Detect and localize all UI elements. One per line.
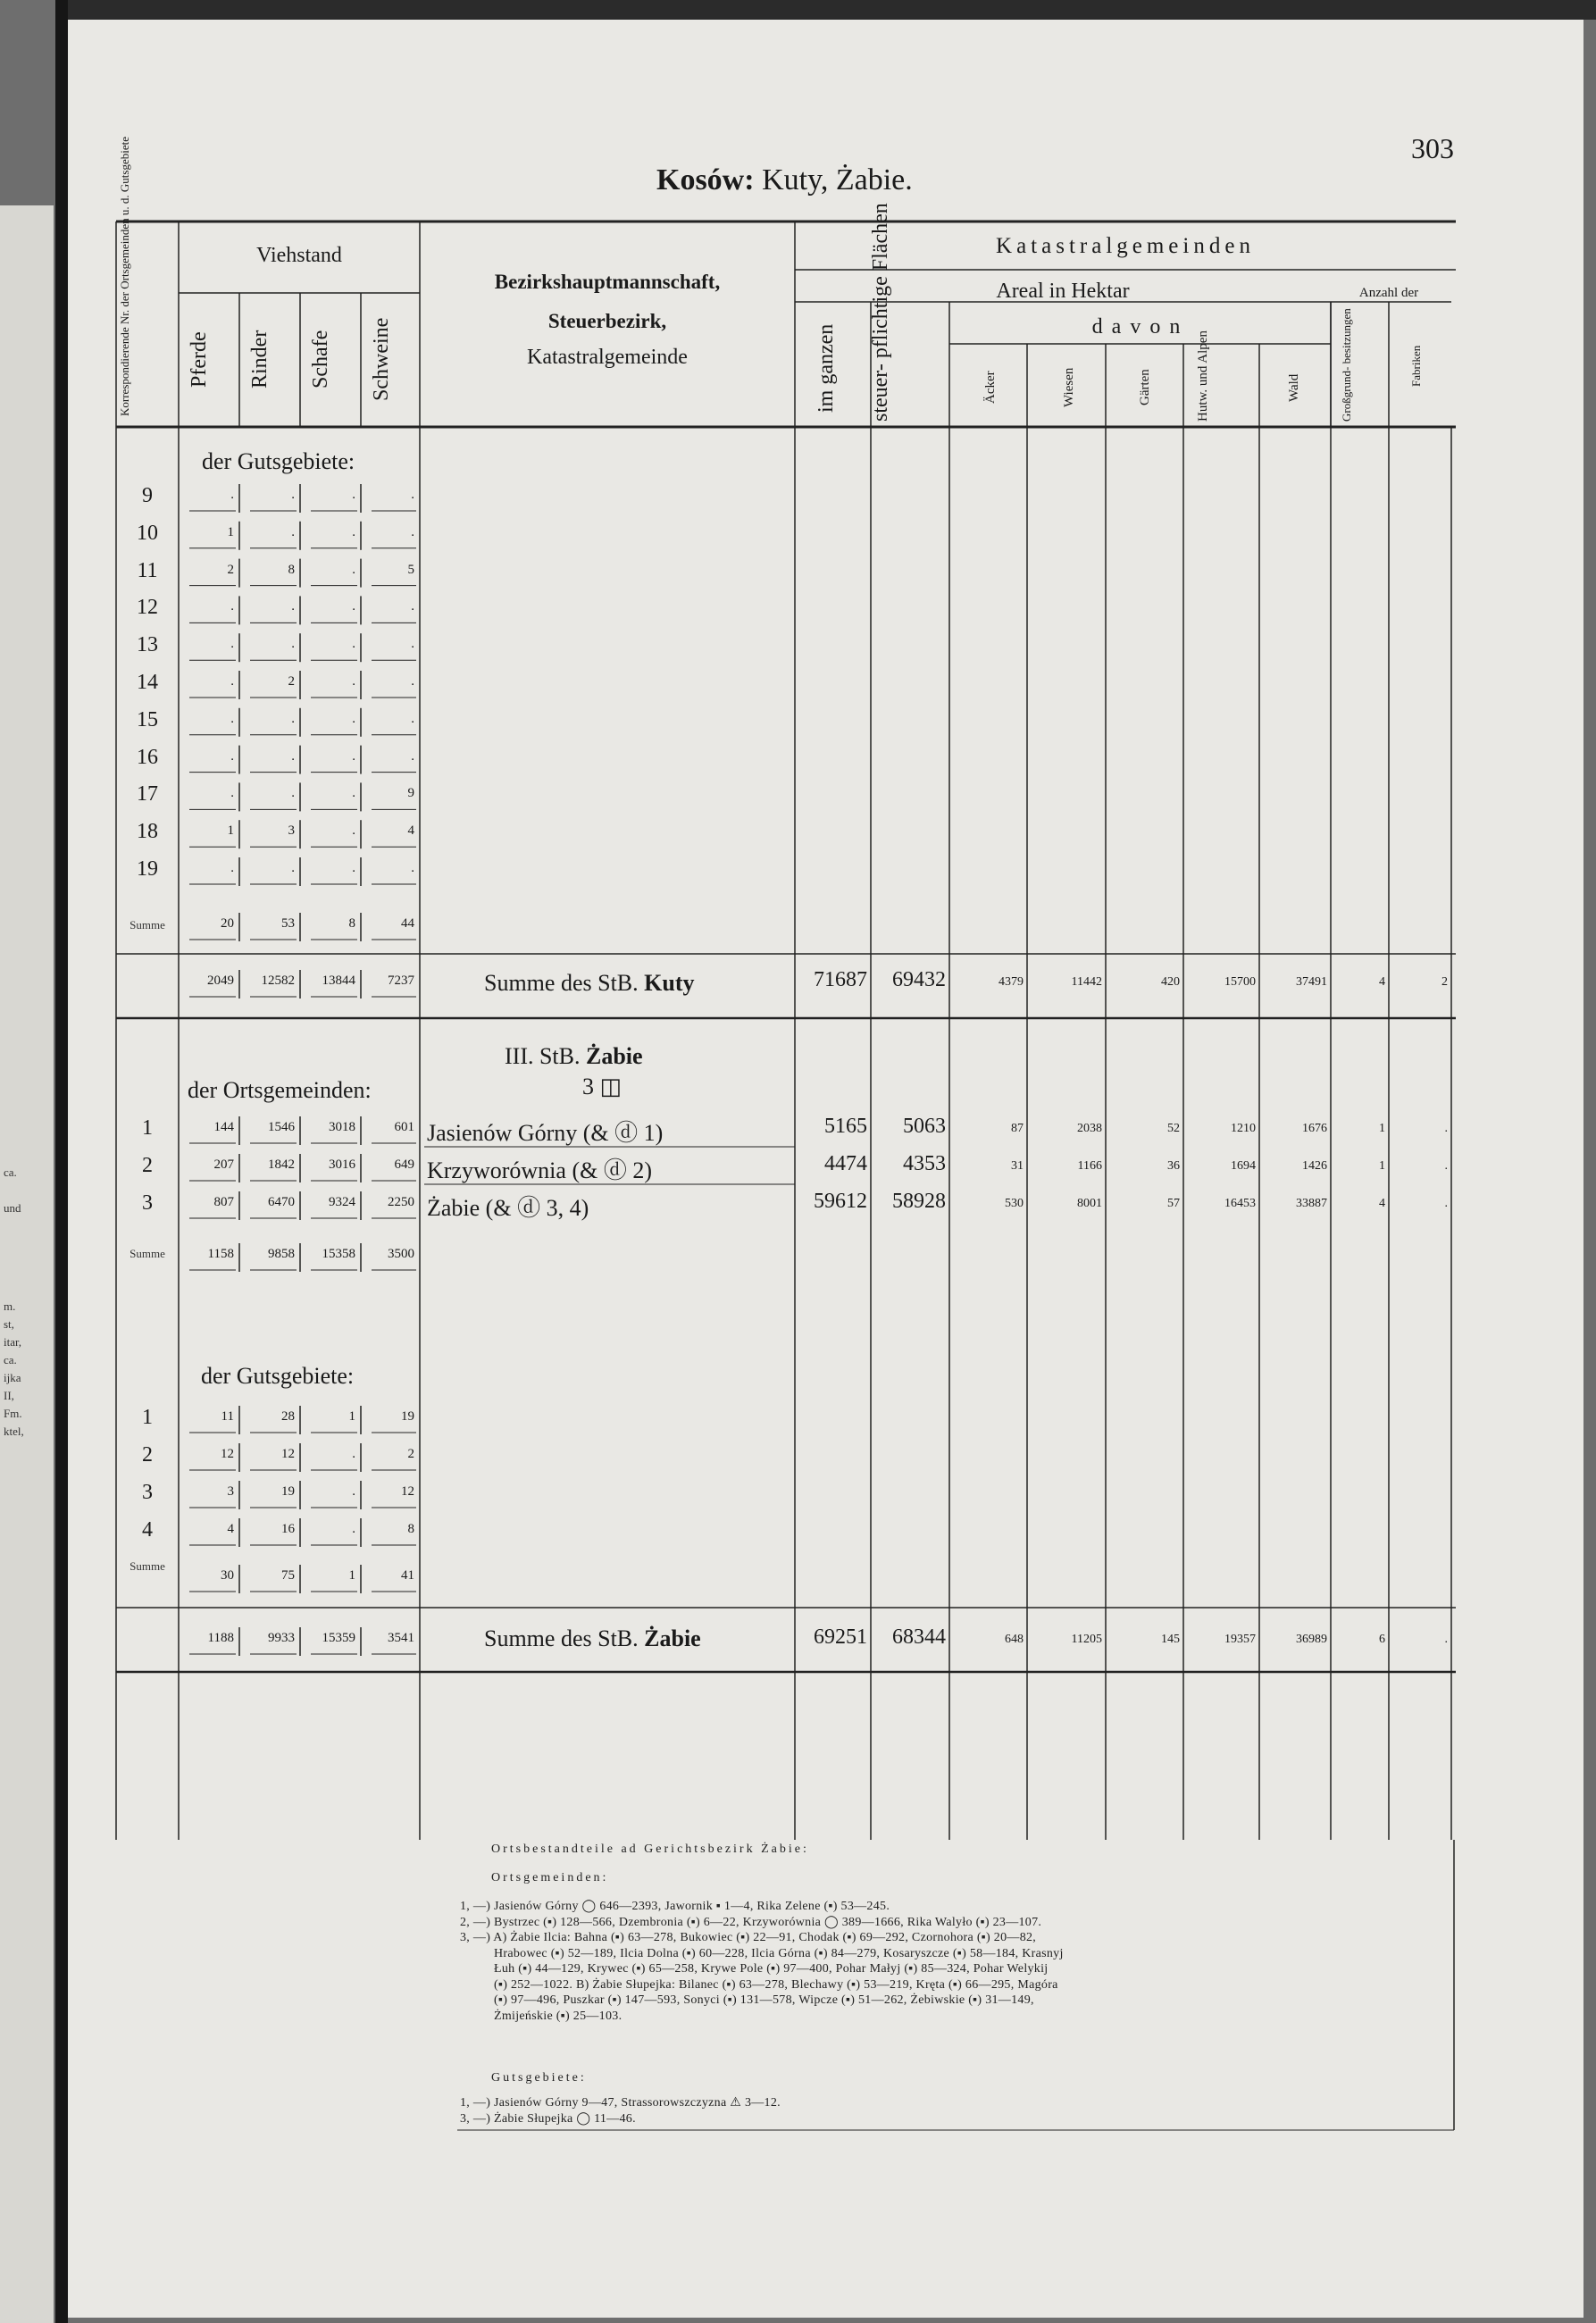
kuty-gut-row-12-vieh-2: . bbox=[352, 599, 355, 614]
kuty-total-name: Summe des StB. Kuty bbox=[484, 970, 695, 996]
zabie-ort-row-2-areal-4: 36 bbox=[1167, 1159, 1180, 1173]
zabie-gut-row-1-vieh-2: 1 bbox=[348, 1409, 355, 1424]
kuty-total-areal-6: 37491 bbox=[1296, 975, 1327, 989]
kuty-gut-row-17-nr: 17 bbox=[137, 782, 158, 806]
kuty-gut-row-16-vieh-2: . bbox=[352, 748, 355, 764]
kuty-gut-row-15-nr: 15 bbox=[137, 707, 158, 731]
footnote-heading: Ortsbestandteile ad Gerichtsbezirk Żabie: bbox=[491, 1843, 809, 1856]
zabie-ort-row-1-areal-5: 1210 bbox=[1231, 1122, 1256, 1135]
zabie-total-areal-3: 11205 bbox=[1071, 1633, 1102, 1646]
zabie-gut-summe-vieh-0: 30 bbox=[221, 1568, 234, 1583]
zabie-gut-summe-label: Summe bbox=[130, 1559, 165, 1573]
kuty-gut-row-12-vieh-0: . bbox=[230, 599, 234, 614]
zabie-total-areal-0: 69251 bbox=[814, 1625, 867, 1649]
zabie-ort-row-3-nr: 3 bbox=[142, 1191, 153, 1215]
footnote-line-6: (▪) 97—496, Puszkar (▪) 147—593, Sonyci (▪) 131—578, Wipcze (▪) 51—262, Żebiwskie (▪) 31—149, bbox=[494, 1993, 1034, 2007]
footnote-line-3: Hrabowec (▪) 52—189, Ilcia Dolna (▪) 60—228, Ilcia Górna (▪) 84—279, Kosaryszcze (▪) 58—184, Krasnyj bbox=[494, 1946, 1064, 1960]
kuty-gut-row-9-nr: 9 bbox=[142, 484, 153, 507]
kuty-gut-row-12-nr: 12 bbox=[137, 596, 158, 620]
zabie-total-areal-5: 19357 bbox=[1224, 1633, 1256, 1646]
kuty-total-areal-4: 420 bbox=[1161, 975, 1180, 989]
zabie-gut-row-1-nr: 1 bbox=[142, 1406, 153, 1429]
prev-page-fragment: ca. bbox=[4, 1353, 17, 1366]
footnote-gut-line-1: 3, —) Żabie Słupejka ◯ 11—46. bbox=[460, 2112, 636, 2126]
zabie-ort-row-1-name: Jasienów Górny (& ⓓ 1) bbox=[427, 1120, 664, 1146]
kuty-gut-row-19-nr: 19 bbox=[137, 857, 158, 881]
prev-page-fragment: ca. bbox=[4, 1166, 17, 1179]
zabie-ort-row-2-vieh-1: 1842 bbox=[268, 1157, 295, 1172]
kuty-gut-row-10-vieh-1: . bbox=[291, 524, 295, 539]
kuty-gut-row-19-vieh-0: . bbox=[230, 861, 234, 875]
kuty-gut-row-15-vieh-3: . bbox=[411, 711, 414, 726]
header-gaerten: Gärten bbox=[1138, 369, 1152, 406]
zabie-total-vieh-1: 9933 bbox=[268, 1631, 295, 1645]
kuty-total-areal-7: 4 bbox=[1379, 975, 1385, 989]
kuty-gut-row-17-vieh-0: . bbox=[230, 786, 234, 801]
kuty-total-areal-0: 71687 bbox=[814, 968, 867, 991]
prev-page-fragment: m. bbox=[4, 1299, 16, 1313]
zabie-total-areal-4: 145 bbox=[1161, 1633, 1180, 1646]
prev-page-fragment: st, bbox=[4, 1317, 14, 1331]
kuty-total-areal-3: 11442 bbox=[1071, 975, 1102, 989]
zabie-ort-row-1-vieh-3: 601 bbox=[394, 1120, 414, 1134]
zabie-ort-row-1-vieh-0: 144 bbox=[213, 1120, 234, 1134]
header-korr: Korrespondierende Nr. der Ortsgemeinden u. d. Gutsgebiete bbox=[118, 137, 131, 416]
title-bold: Kosów: bbox=[656, 163, 755, 196]
zabie-gut-row-1-vieh-0: 11 bbox=[221, 1409, 234, 1424]
prev-page-fragment: itar, bbox=[4, 1335, 22, 1349]
prev-page-fragment: ijka bbox=[4, 1371, 21, 1384]
kuty-gut-row-18-nr: 18 bbox=[137, 820, 158, 844]
kuty-total-areal-5: 15700 bbox=[1224, 975, 1256, 989]
kuty-gut-row-11-vieh-1: 8 bbox=[288, 562, 295, 577]
zabie-ort-row-2-vieh-3: 649 bbox=[394, 1157, 414, 1172]
zabie-ort-row-3-areal-1: 58928 bbox=[892, 1190, 946, 1213]
zabie-ort-row-2-vieh-2: 3016 bbox=[329, 1157, 355, 1172]
header-schafe: Schafe bbox=[309, 330, 332, 389]
kuty-gut-row-12-vieh-3: . bbox=[411, 599, 414, 614]
zabie-ort-row-1-areal-2: 87 bbox=[1011, 1122, 1024, 1135]
kuty-gut-row-9-vieh-1: . bbox=[291, 488, 295, 502]
zabie-gut-row-2-vieh-1: 12 bbox=[281, 1447, 295, 1461]
kuty-gut-row-18-vieh-3: 4 bbox=[407, 823, 414, 839]
kuty-gut-row-13-nr: 13 bbox=[137, 633, 158, 657]
kuty-total-vieh-0: 2049 bbox=[207, 973, 234, 988]
header-aecker: Äcker bbox=[983, 371, 998, 405]
zabie-ort-row-3-areal-8: . bbox=[1444, 1197, 1448, 1210]
kuty-gut-row-10-vieh-0: 1 bbox=[227, 524, 234, 539]
zabie-gut-row-2-vieh-3: 2 bbox=[407, 1447, 414, 1461]
header-anzahl: Anzahl der bbox=[1358, 286, 1419, 300]
kuty-gut-row-14-vieh-0: . bbox=[230, 674, 234, 689]
header-pferde: Pferde bbox=[188, 331, 211, 388]
zabie-total-areal-2: 648 bbox=[1005, 1633, 1024, 1646]
prev-page-fragment: ktel, bbox=[4, 1425, 24, 1438]
zabie-ort-row-2-areal-5: 1694 bbox=[1231, 1159, 1256, 1173]
zabie-ort-row-1-nr: 1 bbox=[142, 1116, 153, 1140]
kuty-gut-row-11-vieh-3: 5 bbox=[407, 562, 414, 577]
prev-page-fragment: und bbox=[4, 1201, 21, 1215]
zabie-ort-row-1-areal-6: 1676 bbox=[1302, 1122, 1327, 1135]
kuty-gut-summe-label: Summe bbox=[130, 918, 165, 932]
zabie-ort-row-2-areal-1: 4353 bbox=[903, 1152, 946, 1175]
header-viehstand: Viehstand bbox=[256, 244, 342, 267]
kuty-gut-row-10-vieh-2: . bbox=[352, 524, 355, 539]
footnote-line-5: (▪) 252—1022. B) Żabie Słupejka: Bilanec (▪) 63—278, Blechawy (▪) 53—219, Kręta (▪) 66—295, Magóra bbox=[494, 1977, 1058, 1992]
zabie-ort-summe-vieh-2: 15358 bbox=[322, 1247, 355, 1261]
header-bezirk-2: Steuerbezirk, bbox=[547, 310, 667, 332]
zabie-ort-row-3-areal-7: 4 bbox=[1379, 1197, 1385, 1210]
kuty-gut-row-10-nr: 10 bbox=[137, 521, 158, 545]
kuty-gut-label: der Gutsgebiete: bbox=[202, 448, 355, 474]
header-fabriken: Fabriken bbox=[1409, 345, 1423, 388]
header-wiesen: Wiesen bbox=[1062, 367, 1076, 408]
zabie-ort-row-3-vieh-2: 9324 bbox=[329, 1195, 355, 1209]
footnote-ort-heading: Ortsgemeinden: bbox=[491, 1871, 609, 1884]
zabie-total-vieh-0: 1188 bbox=[207, 1631, 234, 1645]
zabie-ort-row-1-vieh-2: 3018 bbox=[329, 1120, 355, 1134]
zabie-total-areal-1: 68344 bbox=[892, 1625, 946, 1649]
zabie-total-areal-6: 36989 bbox=[1296, 1633, 1327, 1646]
zabie-ort-row-1-areal-8: . bbox=[1444, 1122, 1448, 1135]
kuty-total-vieh-3: 7237 bbox=[388, 973, 414, 988]
kuty-gut-row-18-vieh-0: 1 bbox=[227, 823, 234, 839]
kuty-total-vieh-1: 12582 bbox=[261, 973, 295, 988]
zabie-gut-row-4-nr: 4 bbox=[142, 1518, 153, 1542]
kuty-gut-row-9-vieh-0: . bbox=[230, 488, 234, 502]
header-bezirk-1: Bezirkshauptmannschaft, bbox=[494, 271, 721, 293]
kuty-gut-row-15-vieh-0: . bbox=[230, 711, 234, 726]
zabie-ort-row-2-areal-7: 1 bbox=[1379, 1159, 1385, 1173]
kuty-gut-row-14-vieh-3: . bbox=[411, 674, 414, 689]
kuty-gut-row-14-vieh-2: . bbox=[352, 674, 355, 689]
prev-page-fragment: Fm. bbox=[4, 1407, 22, 1420]
zabie-ort-row-1-areal-7: 1 bbox=[1379, 1122, 1385, 1135]
zabie-ort-row-1-areal-0: 5165 bbox=[824, 1115, 867, 1138]
footnote-line-2: 3, —) A) Żabie Ilcia: Bahna (▪) 63—278, Bukowiec (▪) 22—91, Chodak (▪) 69—292, Czornohora (▪) 20—82, bbox=[460, 1931, 1037, 1944]
header-im-ganzen: im ganzen bbox=[815, 323, 838, 413]
prev-page-fragment: II, bbox=[4, 1389, 14, 1402]
kuty-total-areal-1: 69432 bbox=[892, 968, 946, 991]
zabie-total-vieh-2: 15359 bbox=[322, 1631, 355, 1645]
zabie-ort-row-2-areal-2: 31 bbox=[1011, 1159, 1024, 1173]
zabie-ort-row-3-areal-5: 16453 bbox=[1224, 1197, 1256, 1210]
kuty-total-vieh-2: 13844 bbox=[322, 973, 355, 988]
footnote-gut-heading: Gutsgebiete: bbox=[491, 2071, 587, 2085]
zabie-head-1: III. StB. Żabie bbox=[505, 1043, 643, 1069]
zabie-gut-row-2-nr: 2 bbox=[142, 1443, 153, 1466]
zabie-gut-summe-vieh-2: 1 bbox=[348, 1568, 355, 1583]
kuty-gut-row-19-vieh-1: . bbox=[291, 861, 295, 875]
zabie-gut-summe-vieh-3: 41 bbox=[401, 1568, 414, 1583]
zabie-gut-row-3-vieh-0: 3 bbox=[227, 1484, 234, 1499]
zabie-ort-row-2-vieh-0: 207 bbox=[213, 1157, 234, 1172]
footnote-line-7: Żmijeńskie (▪) 25—103. bbox=[494, 2009, 623, 2023]
zabie-total-areal-7: 6 bbox=[1379, 1633, 1385, 1646]
kuty-gut-row-11-vieh-2: . bbox=[352, 562, 355, 577]
kuty-gut-row-16-nr: 16 bbox=[137, 745, 158, 769]
zabie-gut-row-2-vieh-0: 12 bbox=[221, 1447, 234, 1461]
header-grossgrund: Großgrund- besitzungen bbox=[1340, 308, 1353, 422]
zabie-gut-row-3-nr: 3 bbox=[142, 1481, 153, 1504]
footnote-line-1: 2, —) Bystrzec (▪) 128—566, Dzembronia (▪) 6—22, Krzyworównia ◯ 389—1666, Rika Walyło (▪) 23—107. bbox=[460, 1915, 1042, 1929]
kuty-gut-summe-vieh-3: 44 bbox=[401, 916, 414, 931]
header-steuer: steuer- pflichtige Flächen bbox=[869, 203, 892, 422]
zabie-gut-summe-vieh-1: 75 bbox=[281, 1568, 295, 1583]
zabie-total-name: Summe des StB. Żabie bbox=[484, 1625, 701, 1651]
kuty-gut-row-15-vieh-2: . bbox=[352, 711, 355, 726]
zabie-gut-row-1-vieh-3: 19 bbox=[401, 1409, 414, 1424]
footnote-gut-line-0: 1, —) Jasienów Górny 9—47, Strassorowszczyzna ⚠ 3—12. bbox=[460, 2096, 781, 2110]
zabie-ort-row-1-vieh-1: 1546 bbox=[268, 1120, 295, 1134]
zabie-ort-row-2-areal-3: 1166 bbox=[1077, 1159, 1102, 1173]
footnote-line-0: 1, —) Jasienów Górny ◯ 646—2393, Jawornik ▪ 1—4, Rika Zelene (▪) 53—245. bbox=[460, 1900, 890, 1913]
zabie-ort-label: der Ortsgemeinden: bbox=[188, 1077, 372, 1103]
zabie-ort-row-1-areal-1: 5063 bbox=[903, 1115, 946, 1138]
zabie-gut-row-4-vieh-1: 16 bbox=[281, 1522, 295, 1536]
zabie-ort-summe-vieh-1: 9858 bbox=[268, 1247, 295, 1261]
kuty-gut-summe-vieh-1: 53 bbox=[281, 916, 295, 931]
kuty-gut-row-12-vieh-1: . bbox=[291, 599, 295, 614]
zabie-gut-row-4-vieh-3: 8 bbox=[407, 1522, 414, 1536]
header-davon: d a v o n bbox=[1091, 315, 1182, 338]
zabie-ort-row-3-areal-4: 57 bbox=[1167, 1197, 1180, 1210]
zabie-gut-row-4-vieh-0: 4 bbox=[227, 1522, 234, 1536]
header-areal: Areal in Hektar bbox=[996, 280, 1130, 303]
zabie-gut-row-3-vieh-3: 12 bbox=[401, 1484, 414, 1499]
kuty-gut-row-13-vieh-3: . bbox=[411, 637, 414, 652]
zabie-ort-row-2-areal-0: 4474 bbox=[824, 1152, 867, 1175]
kuty-gut-row-13-vieh-2: . bbox=[352, 637, 355, 652]
kuty-gut-row-15-vieh-1: . bbox=[291, 711, 295, 726]
header-katastral: Katastralgemeinden bbox=[996, 234, 1255, 258]
zabie-gut-row-1-vieh-1: 28 bbox=[281, 1409, 295, 1424]
kuty-gut-summe-vieh-0: 20 bbox=[221, 916, 234, 931]
kuty-gut-row-14-nr: 14 bbox=[137, 671, 158, 694]
zabie-total-areal-8: . bbox=[1444, 1633, 1448, 1646]
zabie-ort-row-3-areal-6: 33887 bbox=[1296, 1197, 1327, 1210]
header-rinder: Rinder bbox=[248, 330, 272, 389]
kuty-gut-row-19-vieh-3: . bbox=[411, 861, 414, 875]
header-hutweiden: Hutw. und Alpen bbox=[1196, 330, 1210, 422]
kuty-gut-row-18-vieh-1: 3 bbox=[288, 823, 295, 839]
kuty-gut-row-13-vieh-0: . bbox=[230, 637, 234, 652]
zabie-ort-row-2-name: Krzyworównia (& ⓓ 2) bbox=[427, 1157, 652, 1183]
kuty-gut-row-16-vieh-1: . bbox=[291, 748, 295, 764]
zabie-ort-row-3-areal-0: 59612 bbox=[814, 1190, 867, 1213]
zabie-gut-label: der Gutsgebiete: bbox=[201, 1363, 355, 1389]
kuty-gut-row-19-vieh-2: . bbox=[352, 861, 355, 875]
zabie-head-2: 3 ◫ bbox=[582, 1074, 623, 1099]
zabie-ort-row-1-areal-4: 52 bbox=[1167, 1122, 1180, 1135]
kuty-gut-row-16-vieh-3: . bbox=[411, 748, 414, 764]
kuty-gut-row-17-vieh-3: 9 bbox=[407, 786, 414, 801]
zabie-ort-row-3-vieh-1: 6470 bbox=[268, 1195, 295, 1209]
zabie-total-vieh-3: 3541 bbox=[388, 1631, 414, 1645]
zabie-ort-summe-label: Summe bbox=[130, 1247, 165, 1260]
kuty-gut-row-13-vieh-1: . bbox=[291, 637, 295, 652]
zabie-ort-row-3-name: Żabie (& ⓓ 3, 4) bbox=[427, 1195, 589, 1221]
zabie-ort-row-2-areal-8: . bbox=[1444, 1159, 1448, 1173]
kuty-total-areal-8: 2 bbox=[1441, 975, 1448, 989]
kuty-gut-row-16-vieh-0: . bbox=[230, 748, 234, 764]
kuty-gut-row-17-vieh-2: . bbox=[352, 786, 355, 801]
zabie-ort-row-3-areal-3: 8001 bbox=[1077, 1197, 1102, 1210]
zabie-ort-summe-vieh-0: 1158 bbox=[207, 1247, 234, 1261]
page-number: 303 bbox=[1411, 132, 1454, 164]
zabie-gut-row-3-vieh-1: 19 bbox=[281, 1484, 295, 1499]
kuty-gut-row-10-vieh-3: . bbox=[411, 524, 414, 539]
header-bezirk-3: Katastralgemeinde bbox=[527, 346, 688, 369]
kuty-gut-summe-vieh-2: 8 bbox=[348, 916, 355, 931]
kuty-gut-row-11-vieh-0: 2 bbox=[227, 562, 234, 577]
header-schweine: Schweine bbox=[370, 317, 393, 402]
kuty-gut-row-14-vieh-1: 2 bbox=[288, 674, 295, 689]
zabie-ort-row-2-nr: 2 bbox=[142, 1154, 153, 1177]
kuty-gut-row-9-vieh-2: . bbox=[352, 488, 355, 502]
footnote-line-4: Łuh (▪) 44—129, Krywec (▪) 65—258, Krywe Pole (▪) 97—400, Pohar Małyj (▪) 85—324, Pohar Welykij bbox=[494, 1962, 1049, 1976]
zabie-gut-row-2-vieh-2: . bbox=[352, 1447, 355, 1461]
zabie-ort-row-3-vieh-0: 807 bbox=[213, 1195, 234, 1209]
zabie-gut-row-4-vieh-2: . bbox=[352, 1522, 355, 1536]
zabie-ort-summe-vieh-3: 3500 bbox=[388, 1247, 414, 1261]
zabie-ort-row-3-vieh-3: 2250 bbox=[388, 1195, 414, 1209]
kuty-total-areal-2: 4379 bbox=[999, 975, 1024, 989]
zabie-ort-row-1-areal-3: 2038 bbox=[1077, 1122, 1102, 1135]
zabie-ort-row-3-areal-2: 530 bbox=[1005, 1197, 1024, 1210]
kuty-gut-row-11-nr: 11 bbox=[137, 558, 158, 582]
zabie-ort-row-2-areal-6: 1426 bbox=[1302, 1159, 1327, 1173]
header-wald: Wald bbox=[1287, 373, 1301, 402]
kuty-gut-row-18-vieh-2: . bbox=[352, 823, 355, 839]
title-rest: Kuty, Żabie. bbox=[754, 163, 913, 196]
zabie-gut-row-3-vieh-2: . bbox=[352, 1484, 355, 1499]
kuty-gut-row-17-vieh-1: . bbox=[291, 786, 295, 801]
kuty-gut-row-9-vieh-3: . bbox=[411, 488, 414, 502]
